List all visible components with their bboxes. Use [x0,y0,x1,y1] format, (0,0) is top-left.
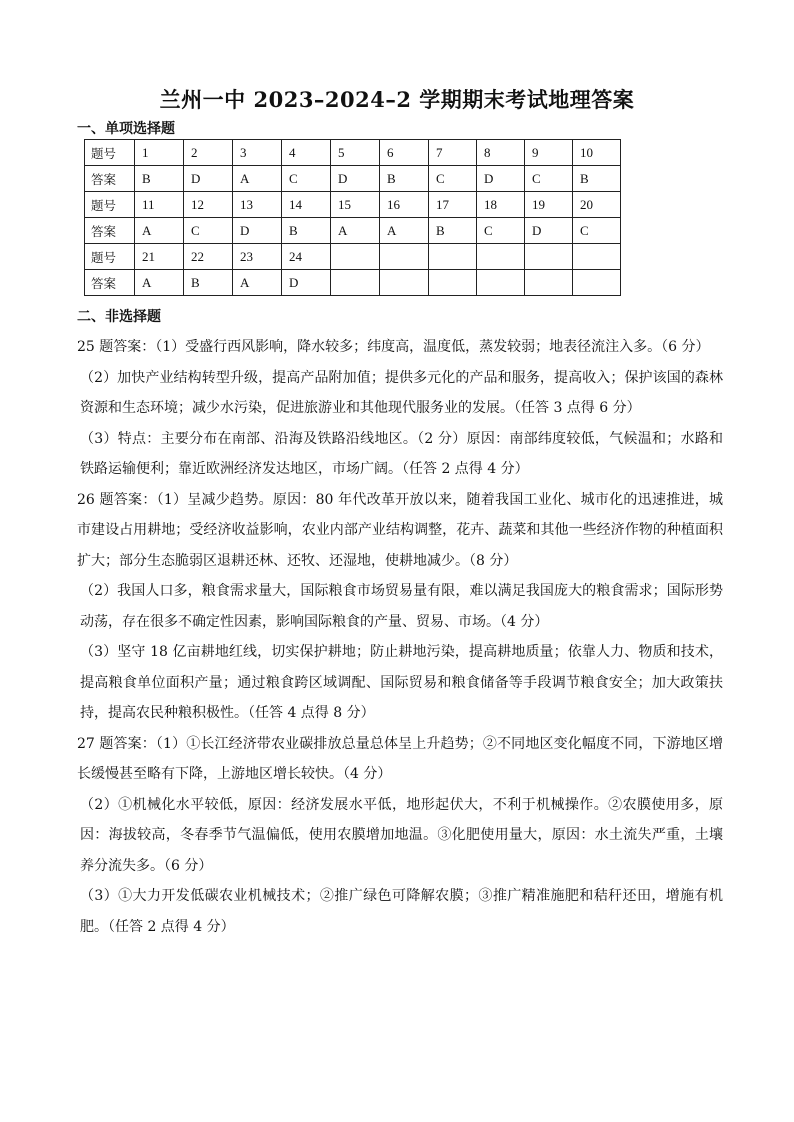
table-cell: 13 [233,192,282,218]
q26-part1: 26 题答案：（1）呈减少趋势。原因：80 年代改革开放以来，随着我国工业化、城市化的迅速推进，城市建设占用耕地；受经济收益影响，农业内部产业结构调整，花卉、蔬菜和其他一些经济作物的种植面积扩大；部分生态脆弱区退耕还林、还牧、还湿地，使耕地减少。（8 分） [77,491,723,569]
table-cell: A [233,166,282,192]
table-row-header-cell: 答案 [85,166,135,192]
table-cell: 6 [380,140,429,166]
table-cell: 18 [477,192,525,218]
table-row-header-cell: 题号 [85,192,135,218]
table-row [85,244,621,270]
table-cell [331,244,380,270]
section-heading-multiple-choice: 一、单项选择题 [77,121,175,137]
table-cell: 7 [429,140,477,166]
table-cell: 2 [184,140,233,166]
table-row [85,140,621,166]
table-cell: C [477,218,525,244]
q26-part2: （2）我国人口多，粮食需求量大，国际粮食市场贸易量有限，难以满足我国庞大的粮食需求；国际形势动荡，存在很多不确定性因素，影响国际粮食的产量、贸易、市场。（4 分） [80,583,723,630]
table-cell: 9 [525,140,573,166]
q27-part2: （2）①机械化水平较低，原因：经济发展水平低，地形起伏大，不利于机械操作。②农膜使用多，原因：海拔较高，冬春季节气温偏低，使用农膜增加地温。③化肥使用量大，原因：水土流失严重，土壤养分流失多。（6 分） [80,796,723,874]
table-cell: D [184,166,233,192]
table-cell: B [573,166,621,192]
table-row [85,218,621,244]
table-cell: 21 [135,244,184,270]
answers-body [77,332,723,942]
table-cell: D [331,166,380,192]
q25-part1: 25 题答案：（1）受盛行西风影响，降水较多；纬度高，温度低，蒸发较弱；地表径流注入多。（6 分） [77,339,710,355]
table-cell [429,270,477,296]
q26-part3: （3）坚守 18 亿亩耕地红线，切实保护耕地；防止耕地污染，提高耕地质量；依靠人力、物质和技术，提高粮食单位面积产量；通过粮食跨区域调配、国际贸易和粮食储备等手段调节粮食安全；加大政策扶持，提高农民种粮积极性。（任答 4 点得 8 分） [80,644,723,721]
table-cell [573,244,621,270]
table-cell: 14 [282,192,331,218]
table-cell: D [525,218,573,244]
table-cell: A [233,270,282,296]
table-cell: 1 [135,140,184,166]
table-cell [477,270,525,296]
table-cell: D [282,270,331,296]
answer-table [84,139,621,296]
table-row [85,270,621,296]
table-cell: A [135,218,184,244]
table-cell: 20 [573,192,621,218]
section-heading-non-choice: 二、非选择题 [77,309,161,325]
table-cell: 23 [233,244,282,270]
table-row-header-cell: 题号 [85,140,135,166]
table-cell: 15 [331,192,380,218]
table-cell [573,270,621,296]
table-cell: 11 [135,192,184,218]
table-cell [380,244,429,270]
table-cell: A [380,218,429,244]
table-cell: 8 [477,140,525,166]
table-cell: C [184,218,233,244]
table-cell: 22 [184,244,233,270]
table-cell: C [282,166,331,192]
table-cell: B [429,218,477,244]
table-cell [429,244,477,270]
table-cell: D [477,166,525,192]
table-cell: D [233,218,282,244]
table-cell: B [380,166,429,192]
table-cell: C [573,218,621,244]
table-cell [477,244,525,270]
table-cell [331,270,380,296]
table-cell: 5 [331,140,380,166]
table-cell: 17 [429,192,477,218]
table-cell: 24 [282,244,331,270]
q27-part3: （3）①大力开发低碳农业机械技术；②推广绿色可降解农膜；③推广精准施肥和秸秆还田，增施有机肥。（任答 2 点得 4 分） [80,888,723,935]
table-row [85,166,621,192]
q27-part1: 27 题答案：（1）①长江经济带农业碳排放总量总体呈上升趋势；②不同地区变化幅度不同，下游地区增长缓慢甚至略有下降，上游地区增长较快。（4 分） [77,735,723,782]
page-title: 兰州一中 2023–2024–2 学期期末考试地理答案 [159,87,635,112]
table-cell: 12 [184,192,233,218]
table-cell: A [331,218,380,244]
table-cell: B [135,166,184,192]
table-cell [525,244,573,270]
table-cell: A [135,270,184,296]
table-cell: C [525,166,573,192]
table-row [85,192,621,218]
table-cell: 4 [282,140,331,166]
table-row-header-cell: 题号 [85,244,135,270]
table-cell: 3 [233,140,282,166]
table-cell: B [282,218,331,244]
table-row-header-cell: 答案 [85,218,135,244]
table-cell [525,270,573,296]
q25-part2: （2）加快产业结构转型升级，提高产品附加值；提供多元化的产品和服务，提高收入；保护该国的森林资源和生态环境；减少水污染，促进旅游业和其他现代服务业的发展。（任答 3 点得 6 分） [80,369,723,416]
q25-part3: （3）特点：主要分布在南部、沿海及铁路沿线地区。（2 分）原因：南部纬度较低，气候温和；水路和铁路运输便利；靠近欧洲经济发达地区，市场广阔。（任答 2 点得 4 分） [80,430,723,477]
table-cell: C [429,166,477,192]
table-row-header-cell: 答案 [85,270,135,296]
table-cell: 19 [525,192,573,218]
table-cell: B [184,270,233,296]
table-cell: 10 [573,140,621,166]
table-cell [380,270,429,296]
table-cell: 16 [380,192,429,218]
